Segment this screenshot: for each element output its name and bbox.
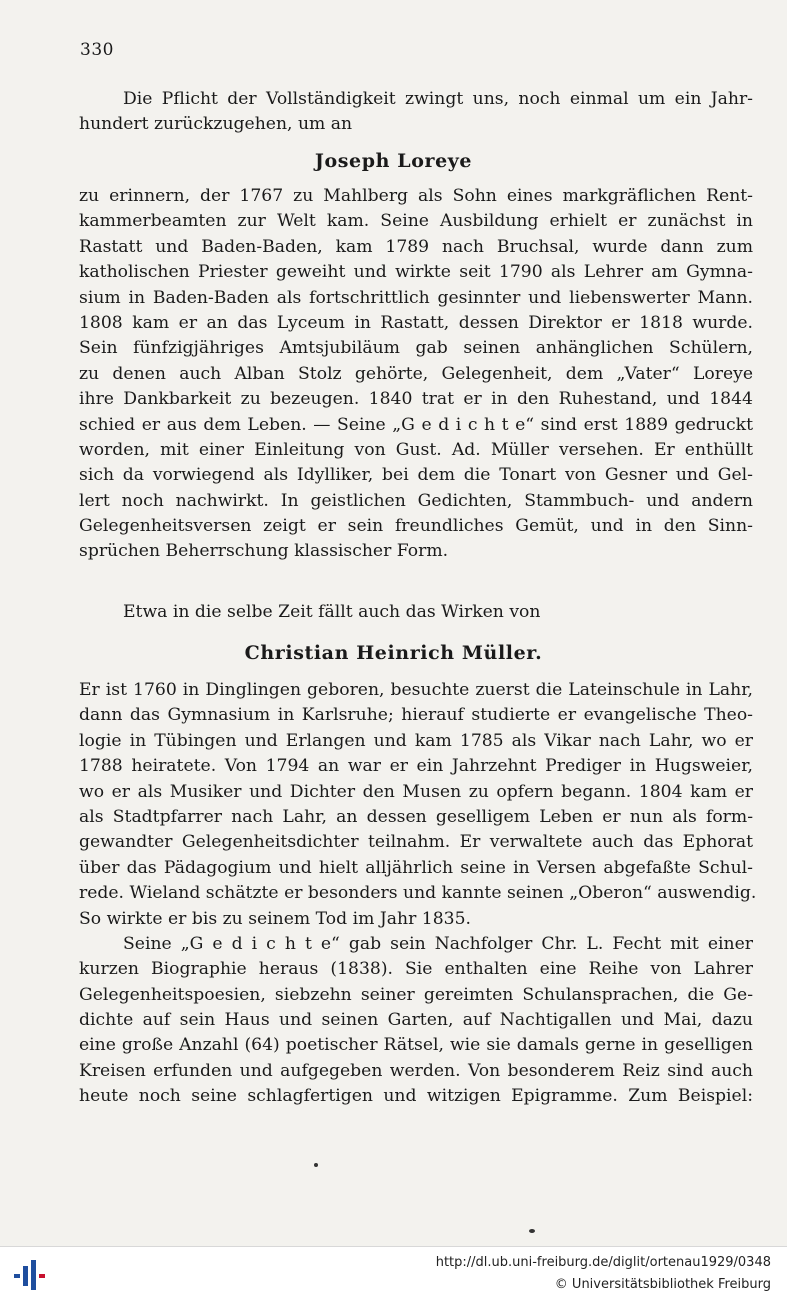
- text-line: 1788 heiratete. Von 1794 an war er ein Jahrzehnt Prediger in Hugsweier,: [79, 756, 753, 777]
- text-line: zu erinnern, der 1767 zu Mahlberg als Sohn eines markgräflichen Rent-: [79, 186, 753, 206]
- text-line: lert noch nachwirkt. In geistlichen Gedichten, Stammbuch- und andern: [79, 490, 753, 511]
- ink-speck: [314, 1163, 318, 1167]
- text-line: Seine „G e d i c h t e“ gab sein Nachfolger Chr. L. Fecht mit einer: [123, 933, 753, 954]
- text-line: eine große Anzahl (64) poetischer Rätsel, wie sie damals gerne in geselligen: [79, 1035, 753, 1056]
- text-line: zu denen auch Alban Stolz gehörte, Gelegenheit, dem „Vater“ Loreye: [79, 363, 753, 384]
- text-line: Gelegenheitspoesien, siebzehn seiner gereimten Schulansprachen, die Ge-: [79, 984, 753, 1005]
- text-line: Kreisen erfunden und aufgegeben werden. Von besonderem Reiz sind auch: [79, 1060, 753, 1081]
- text-line: 1808 kam er an das Lyceum in Rastatt, dessen Direktor er 1818 wurde.: [79, 312, 753, 333]
- text-line: So wirkte er bis zu seinem Tod im Jahr 1835.: [79, 908, 471, 929]
- text-line: Er ist 1760 in Dinglingen geboren, besuchte zuerst die Lateinschule in Lahr,: [79, 680, 753, 700]
- section-heading-lorey: Joseph Loreye: [314, 150, 473, 172]
- text-line: sich da vorwiegend als Idylliker, bei dem die Tonart von Gesner und Gel-: [79, 465, 753, 486]
- text-line: Rastatt und Baden-Baden, kam 1789 nach Bruchsal, wurde dann zum: [79, 236, 753, 257]
- text-line: logie in Tübingen und Erlangen und kam 1785 als Vikar nach Lahr, wo er: [79, 730, 753, 751]
- text-line: wo er als Musiker und Dichter den Musen zu opfern begann. 1804 kam er: [79, 781, 753, 802]
- page-number: 330: [80, 40, 114, 60]
- text-line: ihre Dankbarkeit zu bezeugen. 1840 trat er in den Ruhestand, und 1844: [79, 389, 753, 410]
- copyright-notice: © Universitätsbibliothek Freiburg: [554, 1277, 771, 1292]
- intro-paragraph: [79, 87, 753, 138]
- section-heading-mueller: Christian Heinrich Müller.: [244, 642, 543, 664]
- text-line: katholischen Priester geweiht und wirkte seit 1790 als Lehrer am Gymna-: [79, 262, 753, 283]
- text-line: Etwa in die selbe Zeit fällt auch das Wirken von: [123, 602, 541, 622]
- text-line: dichte auf sein Haus und seinen Garten, auf Nachtigallen und Mai, dazu: [79, 1010, 753, 1031]
- ink-speck: [529, 1229, 535, 1233]
- text-line: gewandter Gelegenheitsdichter teilnahm. Er verwaltete auch das Ephorat: [79, 832, 753, 853]
- lorey-paragraph: [79, 184, 753, 565]
- text-line: heute noch seine schlagfertigen und witzigen Epigramme. Zum Beispiel:: [79, 1086, 753, 1107]
- text-line: kammerbeamten zur Welt kam. Seine Ausbildung erhielt er zunächst in: [79, 211, 753, 232]
- text-line: Die Pflicht der Vollständigkeit zwingt uns, noch einmal um ein Jahr-: [123, 89, 753, 109]
- text-line: dann das Gymnasium in Karlsruhe; hierauf studierte er evangelische Theo-: [79, 705, 753, 726]
- text-line: rede. Wieland schätzte er besonders und kannte seinen „Oberon“ auswendig.: [79, 883, 757, 904]
- text-line: worden, mit einer Einleitung von Gust. Ad. Müller versehen. Er enthüllt: [79, 439, 753, 460]
- text-line: hundert zurückzugehen, um an: [79, 114, 353, 135]
- text-line: Sein fünfzigjähriges Amtsjubiläum gab seinen anhänglichen Schülern,: [79, 338, 753, 359]
- text-line: sprüchen Beherrschung klassischer Form.: [79, 541, 449, 562]
- text-line: sium in Baden-Baden als fortschrittlich gesinnter und liebenswerter Mann.: [79, 287, 753, 308]
- text-line: kurzen Biographie heraus (1838). Sie enthalten eine Reihe von Lahrer: [79, 959, 753, 980]
- text-line: Gelegenheitsversen zeigt er sein freundliches Gemüt, und in den Sinn-: [79, 516, 753, 537]
- viewer-footer: [0, 1246, 787, 1303]
- mueller-paragraph: [79, 678, 757, 1110]
- ub-freiburg-logo-icon: [10, 1257, 50, 1295]
- text-line: schied er aus dem Leben. — Seine „G e d i c h t e“ sind erst 1889 gedruckt: [79, 414, 753, 435]
- document-url[interactable]: http://dl.ub.uni-freiburg.de/diglit/ortenau1929/0348: [435, 1255, 771, 1270]
- transition-paragraph: [79, 600, 753, 625]
- text-line: als Stadtpfarrer nach Lahr, an dessen geselligem Leben er nun als form-: [79, 806, 753, 827]
- text-line: über das Pädagogium und hielt alljährlich seine in Versen abgefaßte Schul-: [79, 857, 753, 878]
